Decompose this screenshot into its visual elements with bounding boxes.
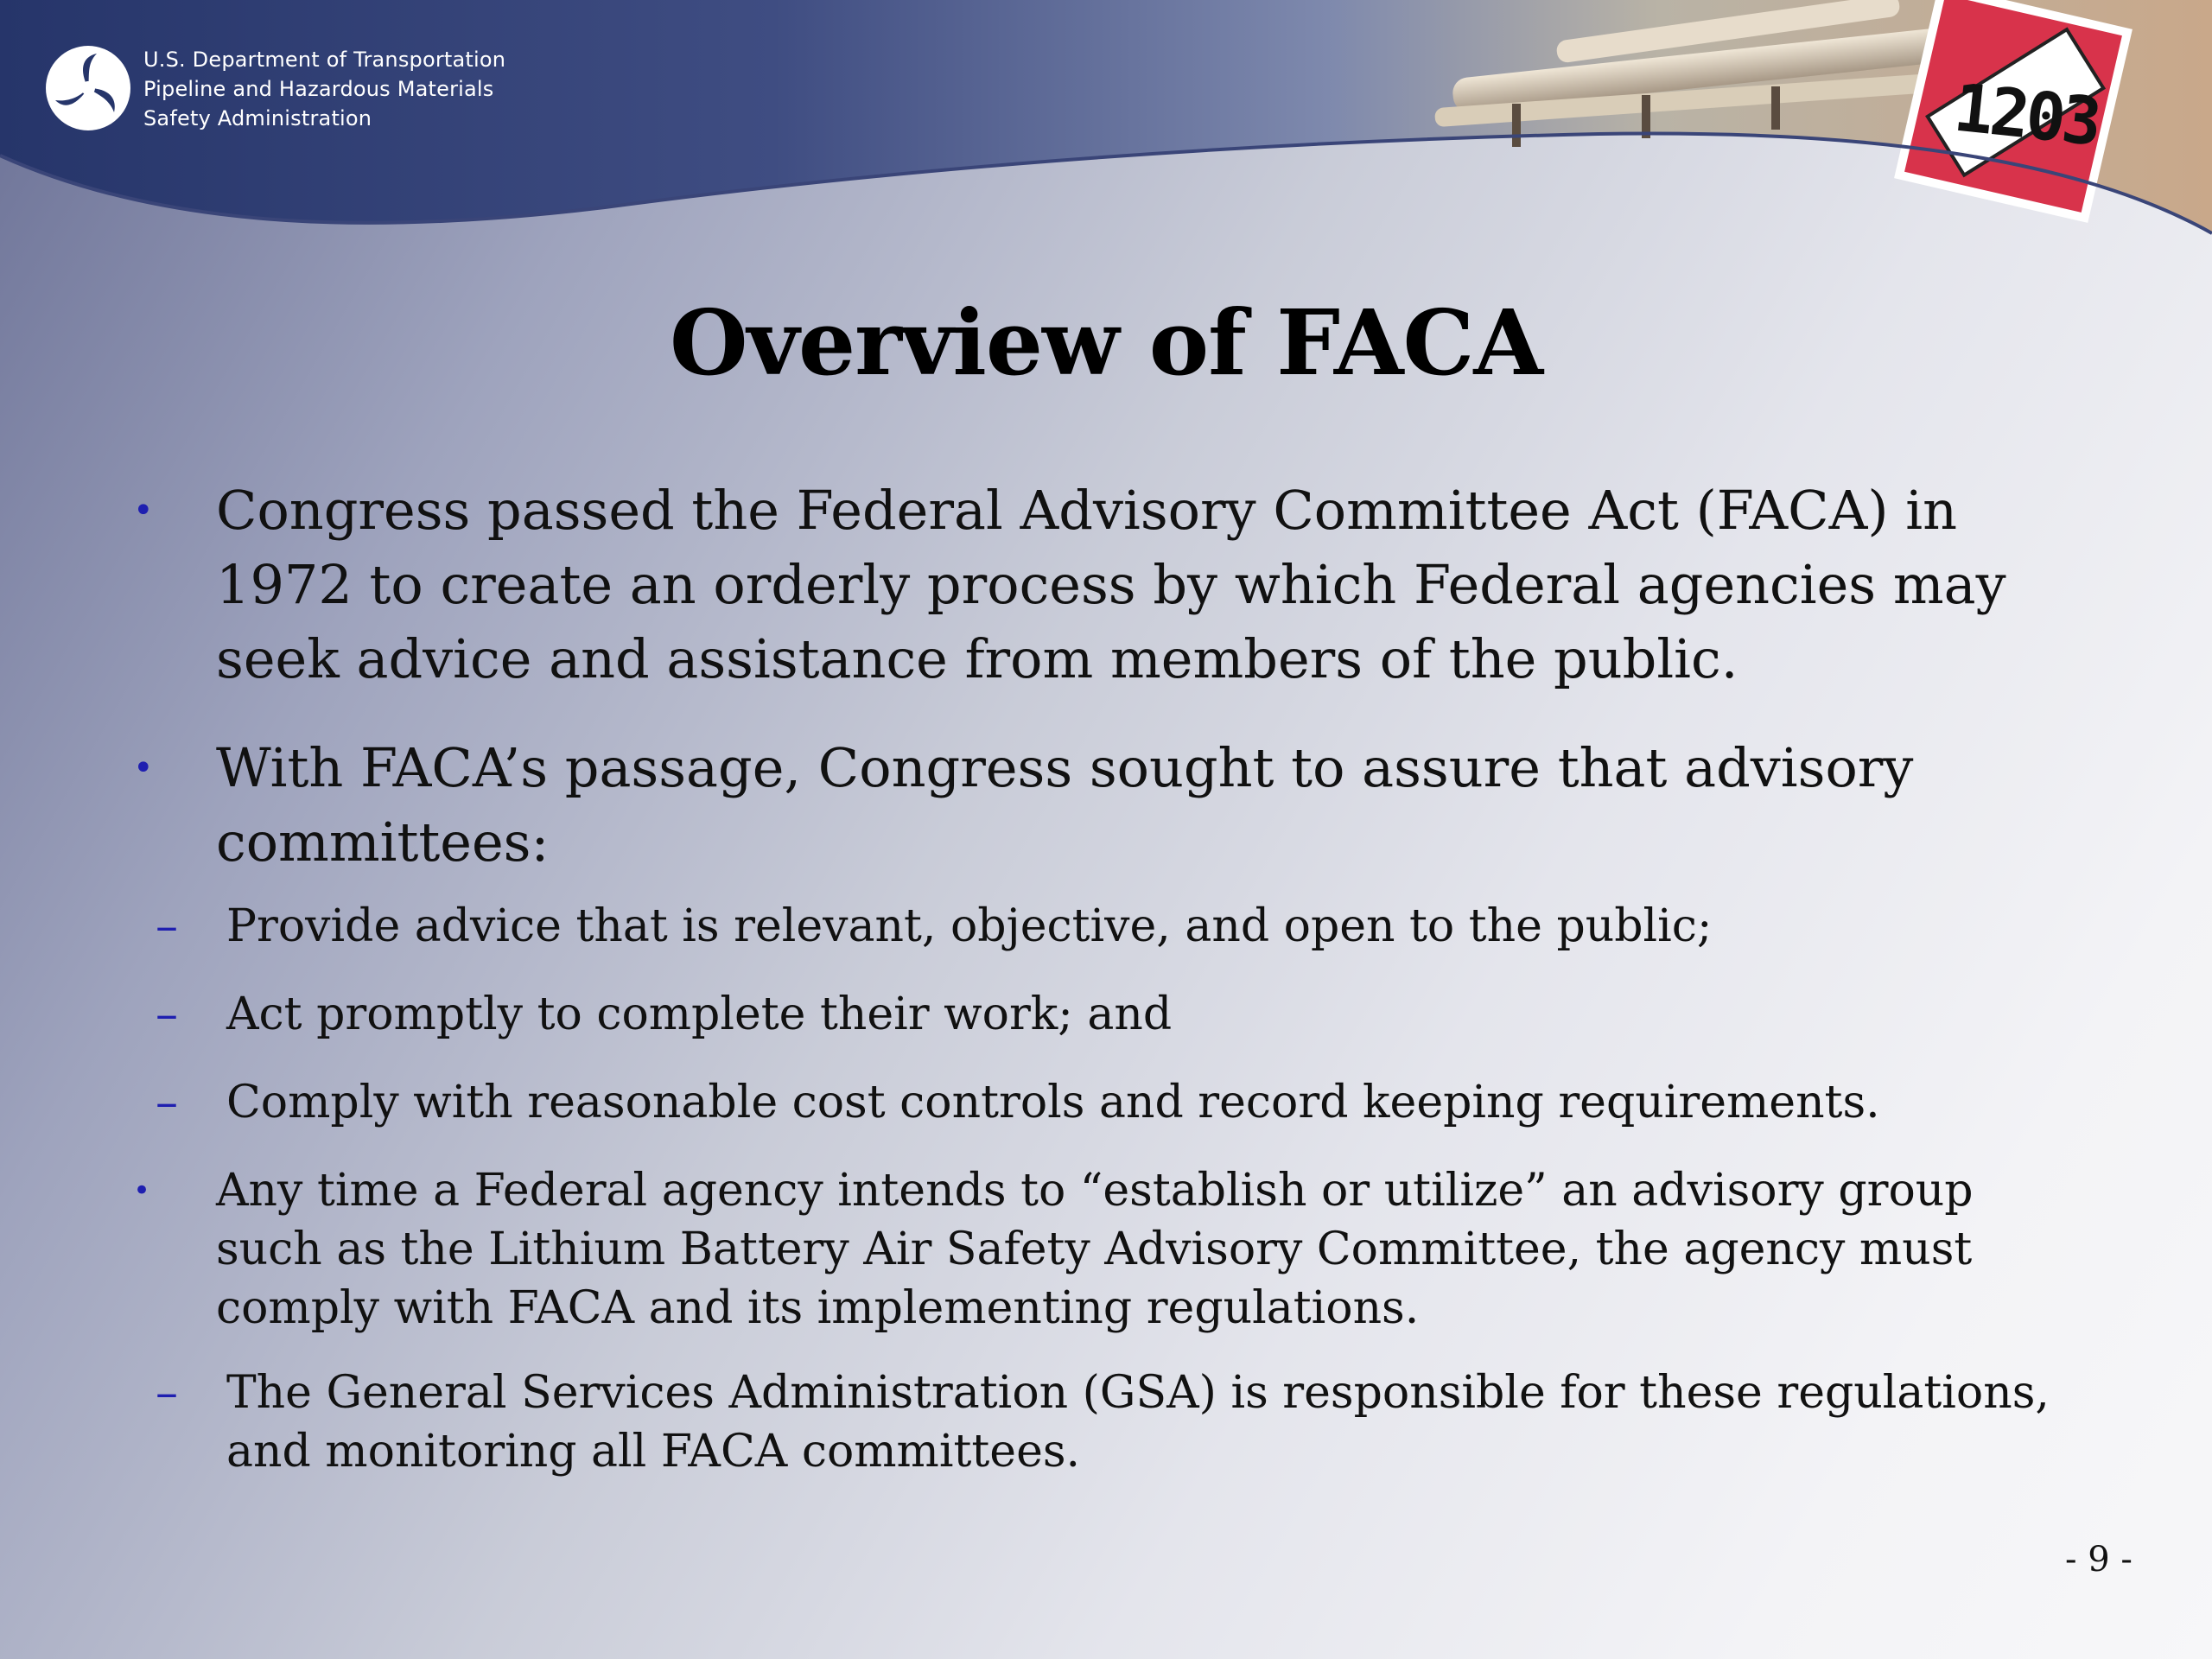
dash-icon: – — [156, 1077, 178, 1128]
bullet-item — [130, 474, 2065, 696]
agency-line-3: Safety Administration — [143, 106, 372, 130]
sub-bullet-item — [43, 1073, 2065, 1132]
bullet-icon: • — [133, 491, 154, 531]
agency-line-2: Pipeline and Hazardous Materials — [143, 77, 494, 101]
dash-icon: – — [156, 988, 178, 1040]
bullet-text: Congress passed the Federal Advisory Committee Act (FACA) in 1972 to create an orderly process by which Federal agencies may seek advice and assistance from members of the public. — [216, 479, 2006, 690]
agency-line-1: U.S. Department of Transportation — [143, 48, 506, 72]
sub-bullet-text: The General Services Administration (GSA) is responsible for these regulations, and monitoring all FACA committees. — [226, 1367, 2050, 1478]
dot-triskelion-logo-icon — [45, 45, 131, 131]
slide-title: Overview of FACA — [669, 289, 1543, 396]
sub-bullet-item — [43, 1363, 2065, 1481]
sub-bullet-text: Comply with reasonable cost controls and record keeping requirements. — [226, 1077, 1880, 1128]
bullet-item — [130, 731, 2065, 880]
agency-name — [143, 45, 505, 133]
sub-bullet-item — [43, 985, 2065, 1044]
dash-icon: – — [156, 1367, 178, 1419]
sub-bullet-text: Act promptly to complete their work; and — [226, 988, 1173, 1040]
dash-icon: – — [156, 900, 178, 952]
bullet-text: Any time a Federal agency intends to “establish or utilize” an advisory group such as the Lithium Battery Air Safety Advisory Committee, the agency must comply with FACA and its implementing regulations. — [216, 1165, 1974, 1334]
slide-content — [130, 474, 2065, 1510]
sub-bullet-item — [43, 897, 2065, 956]
bullet-icon: • — [133, 1173, 151, 1208]
bullet-text: With FACA’s passage, Congress sought to assure that advisory committees: — [216, 736, 1914, 874]
page-number: - 9 - — [2065, 1540, 2133, 1580]
placard-number: 1203 — [1950, 68, 2102, 161]
bullet-item — [130, 1161, 2065, 1338]
bullet-icon: • — [133, 748, 154, 788]
sub-bullet-text: Provide advice that is relevant, objective, and open to the public; — [226, 900, 1713, 952]
